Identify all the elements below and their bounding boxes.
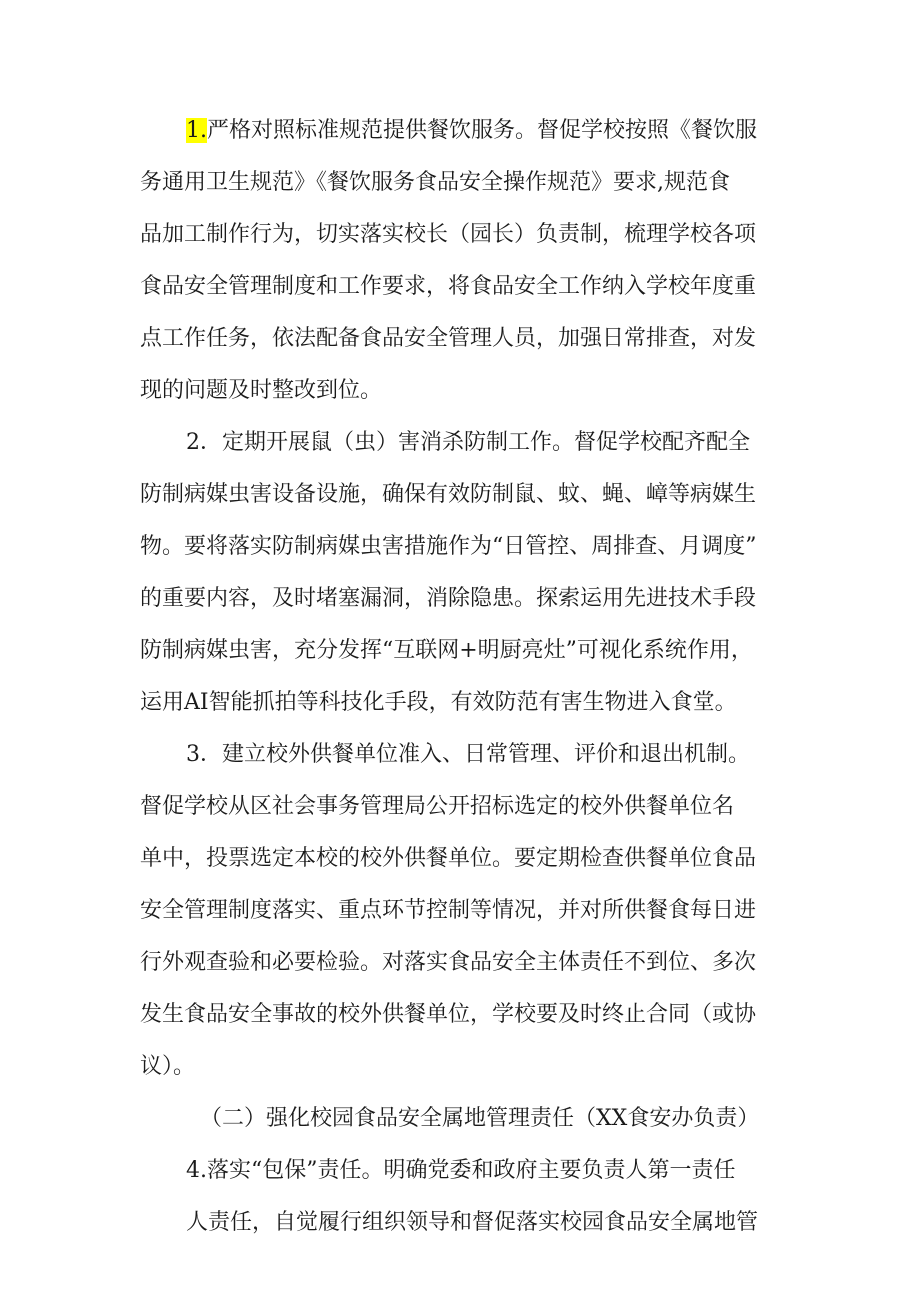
- paragraph-3-line-1: 3．建立校外供餐单位准入、日常管理、评价和退出机制。: [186, 742, 750, 767]
- paragraph-1-line-5: 点工作任务，依法配备食品安全管理人员，加强日常排查，对发: [140, 326, 757, 351]
- paragraph-3-line-5: 行外观查验和必要检验。对落实食品安全主体责任不到位、多次: [140, 950, 757, 975]
- paragraph-1-line-4: 食品安全管理制度和工作要求，将食品安全工作纳入学校年度重: [140, 274, 757, 299]
- paragraph-2-line-1: 2．定期开展鼠（虫）害消杀防制工作。督促学校配齐配全: [186, 430, 750, 455]
- paragraph-3-line-6: 发生食品安全事故的校外供餐单位，学校要及时终止合同（或协: [140, 1002, 757, 1027]
- paragraph-1-line-1: 1.严格对照标准规范提供餐饮服务。督促学校按照《餐饮服: [186, 118, 758, 143]
- paragraph-2-line-5: 防制病媒虫害，充分发挥“互联网+明厨亮灶”可视化系统作用，: [140, 638, 753, 663]
- paragraph-3-line-3: 单中，投票选定本校的校外供餐单位。要定期检查供餐单位食品: [140, 846, 757, 871]
- paragraph-2-line-2: 防制病媒虫害设备设施，确保有效防制鼠、蚊、蝇、嶂等病媒生: [140, 482, 757, 507]
- paragraph-3-line-7: 议）。: [140, 1054, 196, 1079]
- paragraph-4-line-1: 4.落实“包保”责任。明确党委和政府主要负责人第一责任: [186, 1158, 736, 1183]
- paragraph-2-line-6: 运用AI智能抓拍等科技化手段，有效防范有害生物进入食堂。: [140, 690, 737, 715]
- paragraph-1-line-2: 务通用卫生规范》《餐饮服务食品安全操作规范》要求,规范食: [140, 170, 730, 195]
- paragraph-3-line-4: 安全管理制度落实、重点环节控制等情况，并对所供餐食每日进: [140, 898, 757, 923]
- paragraph-4-line-2: 人责任，自觉履行组织领导和督促落实校园食品安全属地管: [186, 1210, 759, 1235]
- paragraph-1-line-3: 品加工制作行为，切实落实校长（园长）负责制，梳理学校各项: [140, 222, 757, 247]
- paragraph-2-line-3: 物。要将落实防制病媒虫害措施作为“日管控、周排查、月调度”: [140, 534, 757, 559]
- paragraph-1-line-6: 现的问题及时整改到位。: [140, 378, 383, 403]
- item-number-highlight: 1.: [186, 118, 207, 143]
- paragraph-2-line-4: 的重要内容，及时堵塞漏洞，消除隐患。探索运用先进技术手段: [140, 586, 757, 611]
- paragraph-3-line-2: 督促学校从区社会事务管理局公开招标选定的校外供餐单位名: [140, 794, 735, 819]
- section-heading: （二）强化校园食品安全属地管理责任（XX食安办负责）: [200, 1106, 760, 1131]
